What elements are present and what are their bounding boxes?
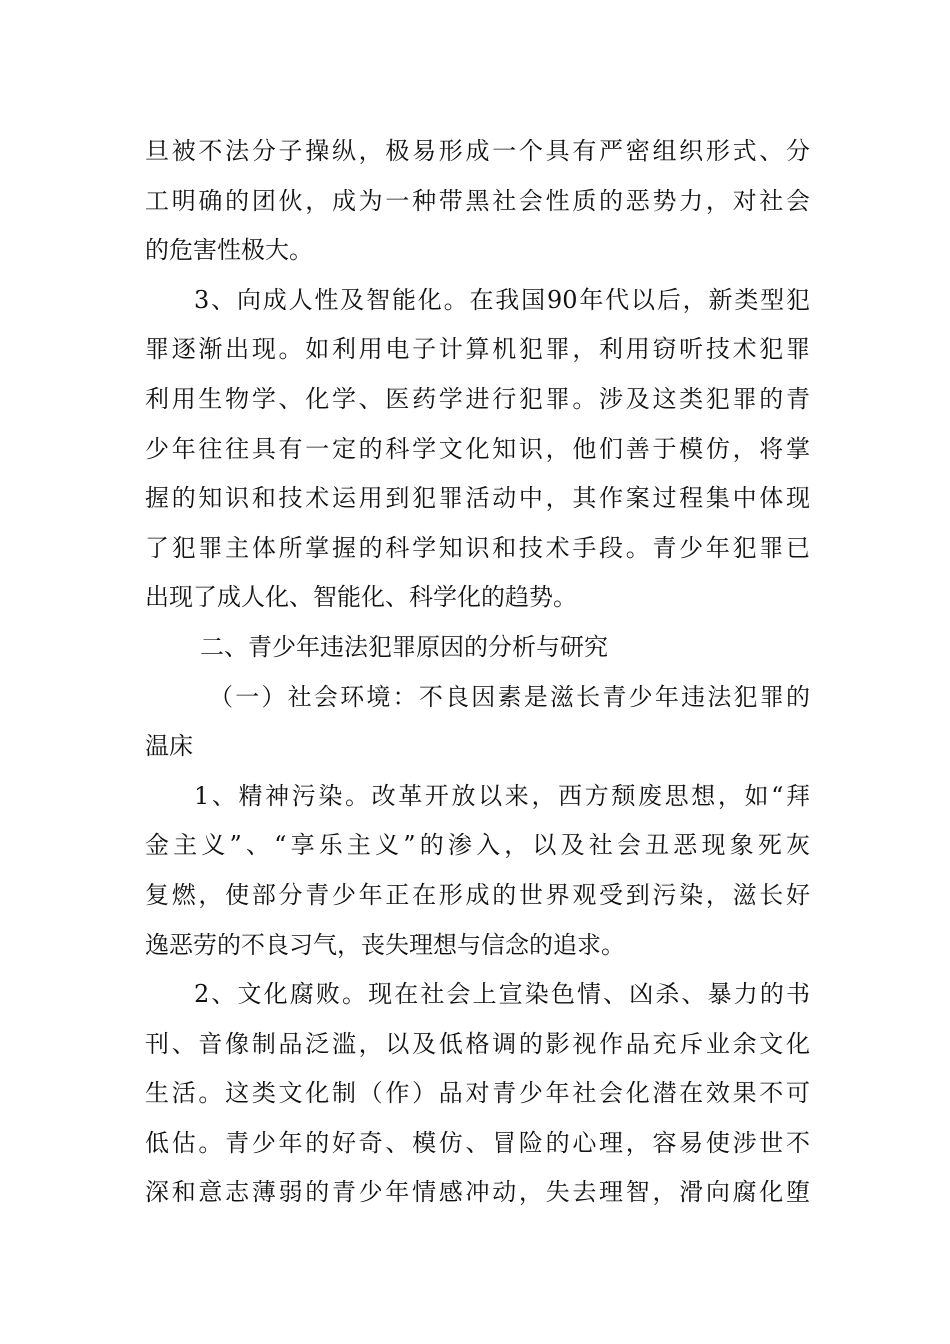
text-line: 1、精神污染。改革开放以来，西方颓废思想，如“拜 xyxy=(194,781,810,810)
text-line: 3、向成人性及智能化。在我国90年代以后，新类型犯 xyxy=(194,285,810,314)
paragraph xyxy=(145,276,810,623)
text-line: 深和意志薄弱的青少年情感冲动，失去理智，滑向腐化堕 xyxy=(145,1178,810,1207)
paragraph xyxy=(145,772,810,970)
heading-line: 二、青少年违法犯罪原因的分析与研究 xyxy=(200,632,608,661)
text-line: 利用生物学、化学、医药学进行犯罪。涉及这类犯罪的青 xyxy=(145,384,810,413)
text-line: 低估。青少年的好奇、模仿、冒险的心理，容易使涉世不 xyxy=(145,1128,810,1157)
text-line: 罪逐渐出现。如利用电子计算机犯罪，利用窃听技术犯罪 xyxy=(145,335,810,364)
text-line: 刊、音像制品泛滥，以及低格调的影视作品充斥业余文化 xyxy=(145,1029,810,1058)
text-line: 出现了成人化、智能化、科学化的趋势。 xyxy=(145,583,577,612)
document-page xyxy=(145,127,810,1218)
section-heading xyxy=(145,623,810,673)
subsection-heading xyxy=(145,673,810,772)
text-line: 握的知识和技术运用到犯罪活动中，其作案过程集中体现 xyxy=(145,484,810,513)
heading-line: 温床 xyxy=(145,732,193,761)
heading-line: （一）社会环境：不良因素是滋长青少年违法犯罪的 xyxy=(209,682,810,711)
text-line: 少年往往具有一定的科学文化知识，他们善于模仿，将掌 xyxy=(145,434,810,463)
text-line: 工明确的团伙，成为一种带黑社会性质的恶势力，对社会 xyxy=(145,186,810,215)
text-line: 复燃，使部分青少年正在形成的世界观受到污染，滋长好 xyxy=(145,880,810,909)
text-line: 逸恶劳的不良习气，丧失理想与信念的追求。 xyxy=(145,930,625,959)
text-line: 2、文化腐败。现在社会上宣染色情、凶杀、暴力的书 xyxy=(194,980,810,1009)
paragraph xyxy=(145,970,810,1218)
text-line: 生活。这类文化制（作）品对青少年社会化潜在效果不可 xyxy=(145,1079,810,1108)
text-line: 的危害性极大。 xyxy=(145,236,313,265)
text-line: 旦被不法分子操纵，极易形成一个具有严密组织形式、分 xyxy=(145,137,810,165)
paragraph xyxy=(145,127,810,276)
text-line: 了犯罪主体所掌握的科学知识和技术手段。青少年犯罪已 xyxy=(145,533,810,562)
text-line: 金主义”、“享乐主义”的渗入，以及社会丑恶现象死灰 xyxy=(145,831,810,860)
